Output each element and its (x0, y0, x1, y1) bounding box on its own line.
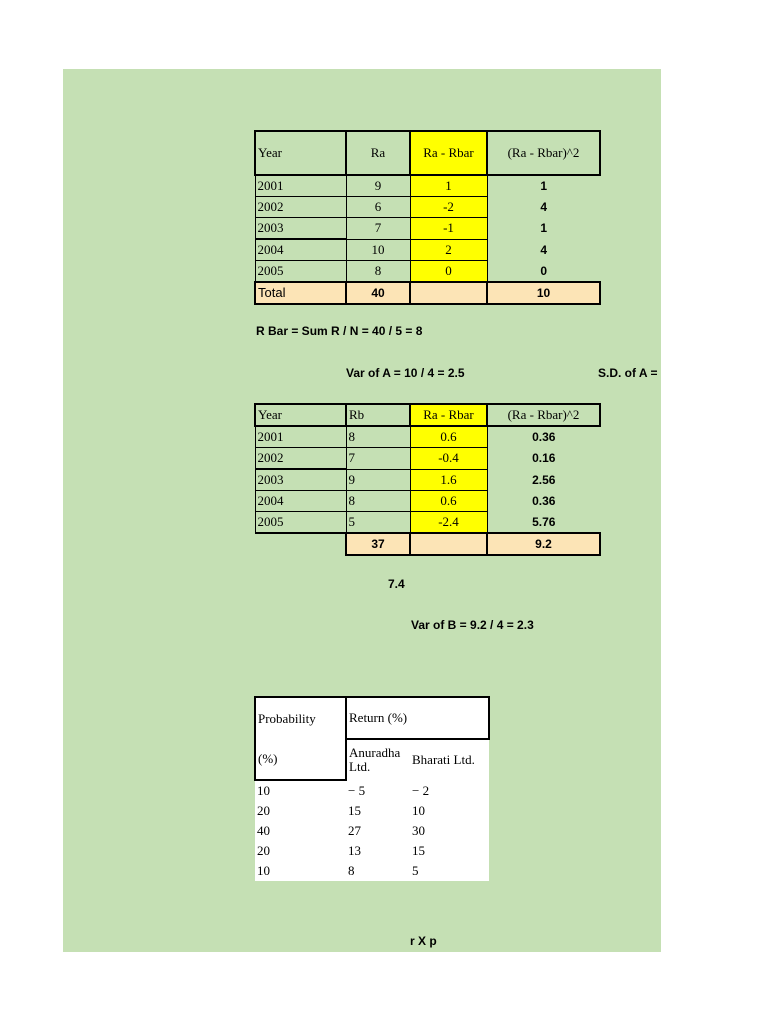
cell[interactable]: 7 (346, 448, 410, 470)
cell[interactable]: 1 (540, 221, 548, 236)
total-label[interactable]: Total (255, 282, 346, 304)
table-row (255, 780, 489, 801)
cell[interactable]: 1.6 (410, 469, 487, 491)
cell[interactable]: -2.4 (410, 512, 487, 534)
total-cell[interactable] (410, 282, 487, 304)
table-row (255, 491, 600, 512)
table-row (255, 218, 600, 240)
var-b-formula[interactable]: Var of B = 9.2 / 4 = 2.3 (411, 618, 534, 632)
cell[interactable]: 2005 (255, 261, 346, 283)
header-cell[interactable]: (Ra - Rbar)^2 (487, 404, 600, 426)
cell[interactable]: 2002 (255, 448, 346, 470)
table-c (254, 696, 490, 881)
cell[interactable]: 5.76 (532, 514, 556, 529)
rbar-formula[interactable]: R Bar = Sum R / N = 40 / 5 = 8 (256, 324, 423, 338)
cell[interactable]: 2005 (255, 512, 346, 534)
table-b-header (255, 404, 600, 426)
cell[interactable]: 20 (255, 801, 346, 821)
cell[interactable]: 20 (255, 841, 346, 861)
cell[interactable]: 40 (255, 821, 346, 841)
cell[interactable]: 0.36 (532, 494, 556, 508)
table-row (255, 175, 600, 197)
header-cell[interactable]: Ra - Rbar (410, 131, 487, 175)
cell[interactable]: 13 (346, 841, 410, 861)
header-cell[interactable]: Year (255, 131, 346, 175)
header-cell[interactable]: (%) (255, 739, 346, 780)
cell[interactable]: 0.6 (410, 491, 487, 512)
cell[interactable]: 5 (410, 861, 489, 881)
table-row (255, 239, 600, 261)
header-cell[interactable]: Ra - Rbar (410, 404, 487, 426)
header-cell[interactable]: Probability (255, 697, 346, 739)
cell[interactable]: 4 (540, 242, 548, 257)
cell[interactable]: 0 (540, 263, 548, 278)
table-row (255, 448, 600, 470)
cell[interactable]: 2001 (255, 175, 346, 197)
header-cell[interactable]: Rb (346, 404, 410, 426)
table-row (255, 861, 489, 881)
table-row (255, 261, 600, 283)
total-cell[interactable] (410, 533, 487, 555)
table-row (255, 426, 600, 448)
cell[interactable]: 2 (410, 239, 487, 261)
mean-b-value[interactable]: 7.4 (388, 577, 405, 591)
table-a (254, 130, 601, 305)
cell[interactable]: 7 (346, 218, 410, 240)
total-cell[interactable] (255, 533, 346, 555)
header-cell[interactable]: Year (255, 404, 346, 426)
cell[interactable]: 2004 (255, 239, 346, 261)
cell[interactable]: 9 (346, 469, 410, 491)
table-c-header-top (255, 697, 489, 739)
table-row (255, 197, 600, 218)
table-a-header (255, 131, 600, 175)
table-row (255, 821, 489, 841)
header-cell[interactable]: Ra (346, 131, 410, 175)
cell[interactable]: 9 (346, 175, 410, 197)
cell[interactable]: − 2 (410, 780, 489, 801)
cell[interactable]: 27 (346, 821, 410, 841)
cell[interactable]: 2003 (255, 218, 346, 240)
cell[interactable]: 8 (346, 491, 410, 512)
table-b (254, 403, 601, 556)
cell[interactable]: 2003 (255, 469, 346, 491)
cell[interactable]: 8 (346, 861, 410, 881)
total-cell[interactable]: 10 (487, 282, 600, 304)
cell[interactable]: 8 (346, 261, 410, 283)
cell[interactable]: 2001 (255, 426, 346, 448)
cell[interactable]: 10 (410, 801, 489, 821)
cell[interactable]: 0.36 (532, 430, 556, 445)
cell[interactable]: 1 (410, 175, 487, 197)
cell[interactable]: 10 (255, 861, 346, 881)
table-row (255, 469, 600, 491)
total-cell[interactable]: 37 (346, 533, 410, 555)
cell[interactable]: 30 (410, 821, 489, 841)
cell[interactable]: − 5 (346, 780, 410, 801)
rxp-label[interactable]: r X p (410, 934, 437, 948)
cell[interactable]: 5 (346, 512, 410, 534)
cell[interactable]: 4 (540, 200, 548, 214)
cell[interactable]: 15 (346, 801, 410, 821)
cell[interactable]: 6 (346, 197, 410, 218)
table-row (255, 512, 600, 534)
sd-a-formula[interactable]: S.D. of A = (598, 366, 658, 380)
table-c-header-bottom (255, 739, 489, 780)
cell[interactable]: 2004 (255, 491, 346, 512)
cell[interactable]: 1 (540, 179, 548, 194)
cell[interactable]: 2.56 (532, 472, 556, 487)
cell[interactable]: 10 (255, 780, 346, 801)
cell[interactable]: 10 (346, 239, 410, 261)
cell[interactable]: -0.4 (410, 448, 487, 470)
cell[interactable]: 0.16 (532, 451, 556, 466)
cell[interactable]: 0.6 (410, 426, 487, 448)
cell[interactable]: -2 (410, 197, 487, 218)
table-row (255, 801, 489, 821)
cell[interactable]: 15 (410, 841, 489, 861)
total-cell[interactable]: 40 (346, 282, 410, 304)
var-a-formula[interactable]: Var of A = 10 / 4 = 2.5 (346, 366, 465, 380)
table-row (255, 841, 489, 861)
cell[interactable]: -1 (410, 218, 487, 240)
header-cell[interactable]: Return (%) (346, 697, 489, 739)
header-cell[interactable]: Anuradha Ltd. (346, 739, 410, 780)
total-cell[interactable]: 9.2 (487, 533, 600, 555)
cell[interactable]: 8 (346, 426, 410, 448)
cell[interactable]: 2002 (255, 197, 346, 218)
table-total-row (255, 533, 600, 555)
table-total-row (255, 282, 600, 304)
header-cell[interactable]: Bharati Ltd. (410, 739, 489, 780)
cell[interactable]: 0 (410, 261, 487, 283)
header-cell[interactable]: (Ra - Rbar)^2 (487, 131, 600, 175)
